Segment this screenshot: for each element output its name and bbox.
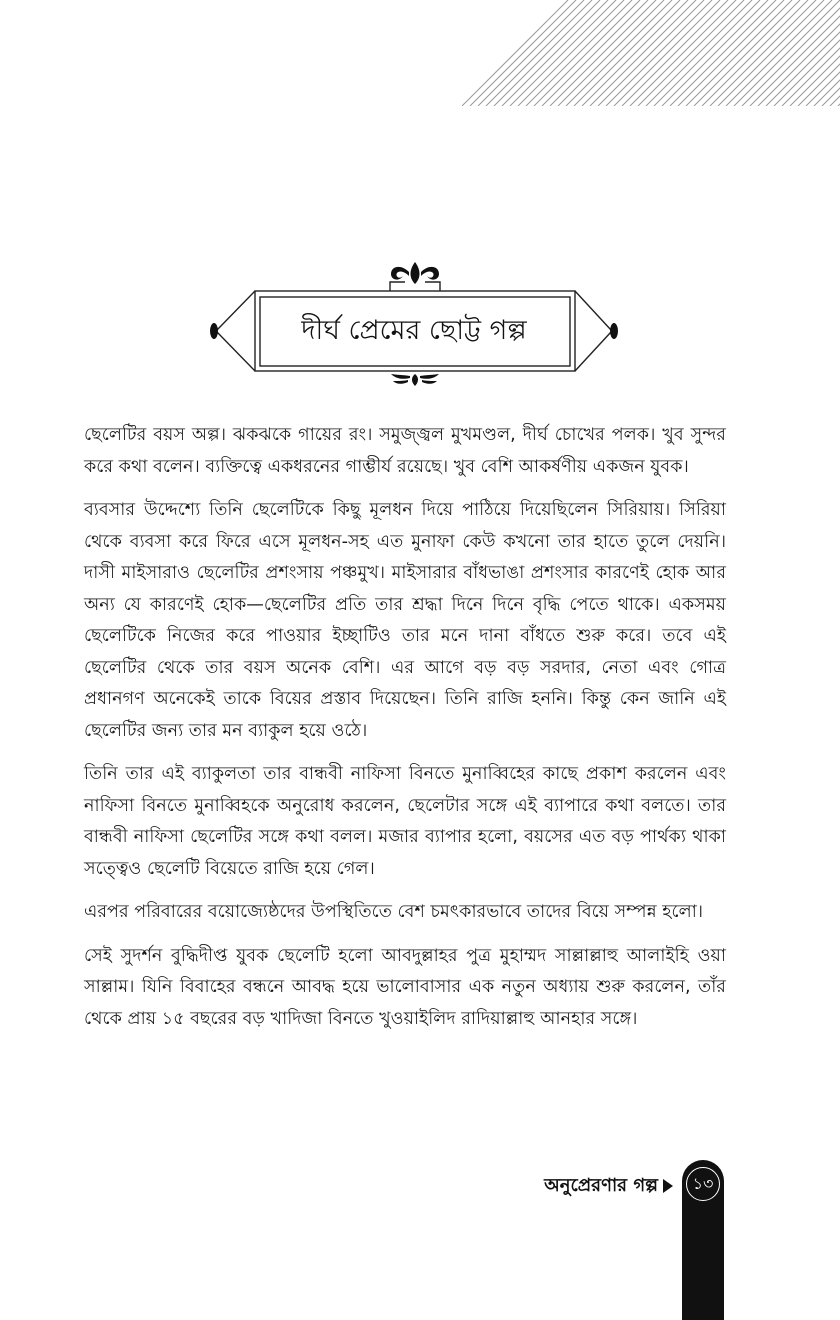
corner-hatch-pattern	[462, 0, 840, 106]
paragraph: ব্যবসার উদ্দেশ্যে তিনি ছেলেটিকে কিছু মূলধন দিয়ে পাঠিয়ে দিয়েছিলেন সিরিয়ায়। সিরিয়া থেকে ব্যবসা করে ফিরে এসে মূলধন-সহ এত মুনাফা কেউ কখনো তার হাতে তুলে দেয়নি। দাসী মাইসারাও ছেলেটির প্রশংসায় পঞ্চমুখ। মাইসারার বাঁধভাঙা প্রশংসার কারণেই হোক আর অন্য যে কারণেই হোক—ছেলেটির প্রতি তার শ্রদ্ধা দিনে দিনে বৃদ্ধি পেতে থাকে। একসময় ছেলেটিকে নিজের করে পাওয়ার ইচ্ছাটিও তার মনে দানা বাঁধতে শুরু করে। তবে এই ছেলেটির থেকে তার বয়স অনেক বেশি। এর আগে বড় বড় সরদার, নেতা এবং গোত্র প্রধানগণ অনেকেই তাকে বিয়ের প্রস্তাব দিয়েছেন। তিনি রাজি হননি। কিন্তু কেন জানি এই ছেলেটির জন্য তার মন ব্যাকুল হয়ে ওঠে।	[84, 500, 726, 741]
paragraph: এরপর পরিবারের বয়োজ্যেষ্ঠদের উপস্থিতিতে বেশ চমৎকারভাবে তাদের বিয়ে সম্পন্ন হলো।	[84, 902, 704, 922]
triangle-right-icon	[662, 1178, 674, 1194]
paragraph: সেই সুদর্শন বুদ্ধিদীপ্ত যুবক ছেলেটি হলো আবদুল্লাহর পুত্র মুহাম্মদ সাল্লাল্লাহু আলাইহি ওয়া সাল্লাম। যিনি বিবাহের বন্ধনে আবদ্ধ হয়ে ভালোবাসার এক নতুন অধ্যায় শুরু করলেন, তাঁর থেকে প্রায় ১৫ বছরের বড় খাদিজা বিনতে খুওয়াইলিদ রাদিয়াল্লাহু আনহার সঙ্গে।	[84, 945, 726, 1029]
book-title-footer: অনুপ্রেরণার গল্প	[544, 1175, 658, 1196]
page-number: ১৩	[686, 1167, 720, 1201]
body-text	[84, 420, 726, 1047]
paragraph: তিনি তার এই ব্যাকুলতা তার বান্ধবী নাফিসা বিনতে মুনাব্বিহের কাছে প্রকাশ করলেন এবং নাফিসা বিনতে মুনাব্বিহকে অনুরোধ করলেন, ছেলেটার সঙ্গে এই ব্যাপারে কথা বলতে। তার বান্ধবী নাফিসা ছেলেটির সঙ্গে কথা বলল। মজার ব্যাপার হলো, বয়সের এত বড় পার্থক্য থাকা সত্ত্বেও ছেলেটি বিয়েতে রাজি হয়ে গেল।	[84, 764, 726, 879]
chapter-title: দীর্ঘ প্রেমের ছোট্ট গল্প	[301, 314, 527, 346]
paragraph: ছেলেটির বয়স অল্প। ঝকঝকে গায়ের রং। সমুজ্জ্বল মুখমণ্ডল, দীর্ঘ চোখের পলক। খুব সুন্দর করে কথা বলেন। ব্যক্তিত্বে একধরনের গাম্ভীর্য রয়েছে। খুব বেশি আকর্ষণীয় একজন যুবক।	[84, 425, 726, 477]
